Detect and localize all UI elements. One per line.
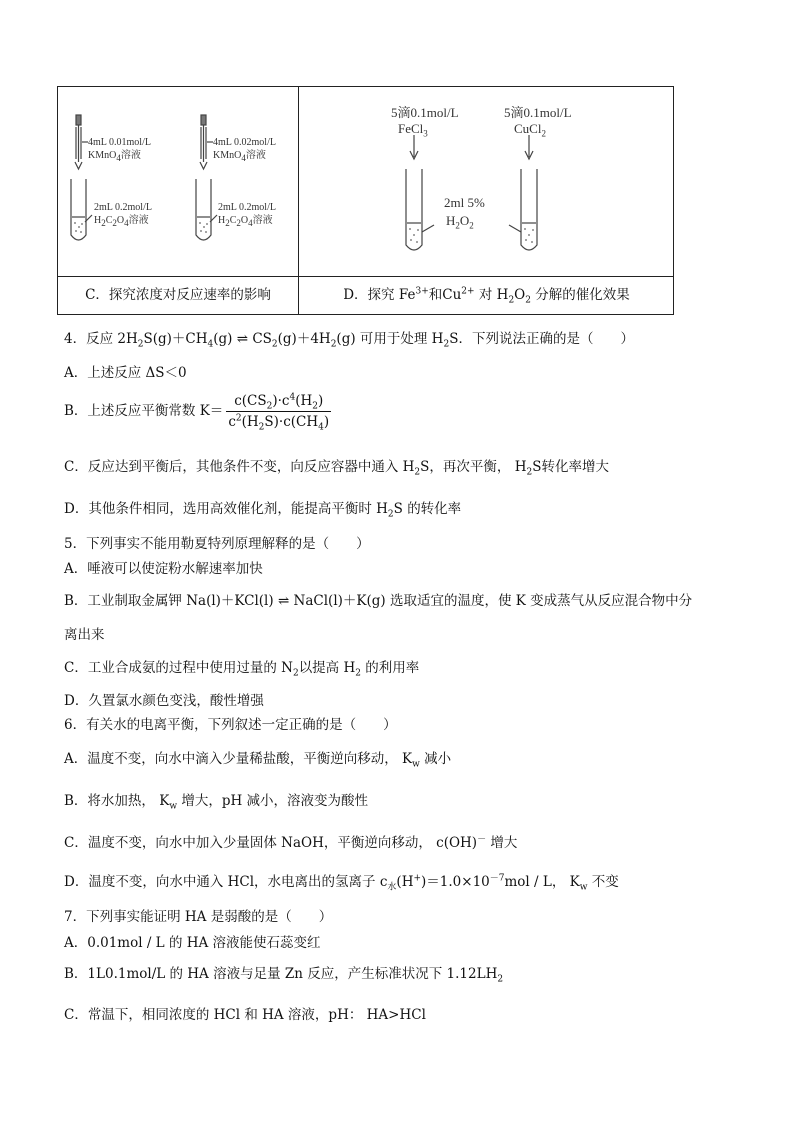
q6-stem: 6．有关水的电离平衡，下列叙述一定正确的是（ ）: [64, 717, 397, 733]
fecl3-label: FeCl$_3$: [398, 121, 428, 139]
q5-option-d: D．久置氯水颜色变浅，酸性增强: [64, 693, 264, 709]
h2o2-label: $H_2O_2$: [446, 213, 474, 231]
q5-stem: 5．下列事实不能用勒夏特列原理解释的是（ ）: [64, 536, 370, 552]
q5-option-b-cont: 离出来: [64, 627, 105, 643]
q7-option-b: B．1L0.1mol/L 的 HA 溶液与足量 Zn 反应，产生标准状况下 $1.12LH_2$: [64, 966, 504, 985]
q6-option-a: A．温度不变，向水中滴入少量稀盐酸，平衡逆向移动， $K_w$ 减小: [64, 751, 452, 770]
q4-option-a: A．上述反应 ΔS＜0: [64, 365, 187, 381]
experiment-table: [57, 86, 674, 315]
q6-option-c: C．温度不变，向水中加入少量固体 NaOH，平衡逆向移动， c(OH)－ 增大: [64, 834, 518, 851]
q4-stem: 4．反应 $2H_2S(g)+CH_4(g)$ ⇌ $CS_2(g)+4H_2(g)$ 可用于处理 $H_2S$．下列说法正确的是（ ）: [64, 331, 634, 350]
tube1-solution-label: 2mL 0.2mol/L: [94, 202, 152, 213]
tube2-solution-label: 2mL 0.2mol/L: [218, 202, 276, 213]
tube1-reagent-name: KMnO$_4$溶液: [88, 150, 141, 163]
q5-option-a: A．唾液可以使淀粉水解速率加快: [64, 561, 263, 577]
q4-option-c: C．反应达到平衡后，其他条件不变，向反应容器中通入 $H_2S$，再次平衡， $H_2S$转化率增大: [64, 459, 609, 478]
caption-c: C．探究浓度对反应速率的影响: [85, 287, 271, 303]
cucl2-label: CuCl$_2$: [514, 121, 546, 139]
cucl2-amount-label: 5滴0.1mol/L: [504, 105, 572, 120]
table-divider-horizontal: [58, 276, 673, 277]
concentration-experiment-figure: [58, 87, 298, 276]
q4-option-b: B．上述反应平衡常数 K＝ $\frac{c(CS_2)\cdot c^4(H_2)}{c^2(H_2S)\cdot c(CH_4)}$: [64, 392, 330, 433]
tube2-solution-name: $H_2C_2O_4$溶液: [218, 215, 273, 228]
q5-option-c: C．工业合成氨的过程中使用过量的 $N_2$以提高 $H_2$ 的利用率: [64, 660, 420, 679]
h2o2-amount-label: 2ml 5%: [444, 195, 485, 210]
tube1-solution-name: $H_2C_2O_4$溶液: [94, 215, 149, 228]
q7-stem: 7．下列事实能证明 HA 是弱酸的是（ ）: [64, 909, 333, 925]
tube2-reagent-name: KMnO$_4$溶液: [213, 150, 266, 163]
tube2-reagent-label: 4mL 0.02mol/L: [213, 137, 276, 148]
tube1-reagent-label: 4mL 0.01mol/L: [88, 137, 151, 148]
q4-option-d: D．其他条件相同，选用高效催化剂，能提高平衡时 $H_2S$ 的转化率: [64, 501, 462, 520]
fecl3-amount-label: 5滴0.1mol/L: [391, 105, 459, 120]
q7-option-a: A．0.01mol / L 的 HA 溶液能使石蕊变红: [64, 935, 321, 951]
q6-option-d: D．温度不变，向水中通入 HCl，水电离出的氢离子 $c_水(H^+)=1.0\times 10^{-7}mol / L$， $K_w$ 不变: [64, 873, 619, 893]
caption-d: D．探究 $Fe^{3+}$和$Cu^{2+}$ 对 $H_2O_2$ 分解的催化效果: [343, 286, 630, 306]
catalyst-experiment-figure: [299, 87, 674, 276]
q6-option-b: B．将水加热， $K_w$ 增大，pH 减小，溶液变为酸性: [64, 793, 369, 812]
q7-option-c: C．常温下，相同浓度的 HCl 和 HA 溶液，pH： HA>HCl: [64, 1007, 426, 1023]
q5-option-b: B．工业制取金属钾 Na(l)＋KCl(l) ⇌ NaCl(l)＋K(g) 选取适宜的温度，使 K 变成蒸气从反应混合物中分: [64, 593, 693, 609]
